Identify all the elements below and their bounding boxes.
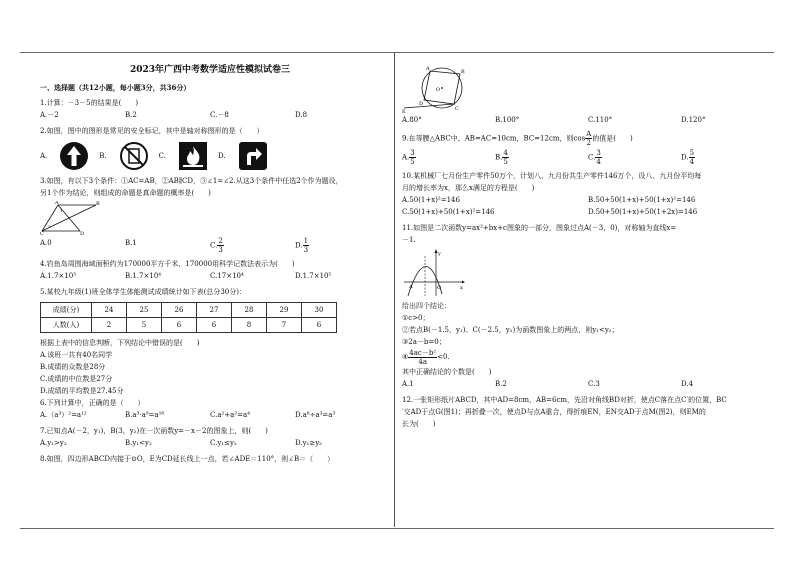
q3-fig-label-2: 2: [48, 224, 51, 229]
q9-option-d: D. $\frac{5}{4}$: [681, 149, 695, 166]
q3-option-c: C. $\frac{2}{3}$: [210, 237, 223, 254]
q3-fig-label-d: D: [80, 231, 85, 235]
q8-option-c: C.110°: [588, 116, 613, 124]
q6-option-c: C.a²+a²=a⁴: [210, 411, 251, 419]
q10-line2: 月的增长率为x，那么x满足的方程是( ): [402, 184, 535, 192]
q12-line2: ′交AD于点G(图1)；再折叠一次，使点D与点A重合，得折痕EN，EN交AD于点M(图2)，则EM的: [402, 408, 706, 416]
q8-option-d: D.120°: [681, 116, 706, 124]
q1-option-b: B.2: [125, 111, 137, 119]
q11-option-b: B.2: [495, 380, 507, 388]
q7-option-c: C.y₁≤y₂: [210, 439, 237, 447]
q5-option-b: B.成绩的众数是28分: [40, 363, 106, 371]
column-divider: [394, 52, 395, 527]
right-column: [402, 62, 774, 430]
q11-fig-label-x: x: [460, 285, 463, 291]
q5-after: 根据上表中的信息判断，下列结论中错误的是( ): [40, 339, 200, 347]
q11-fig-label-y: y: [438, 251, 441, 257]
q11-conclusion-4: ④ $\frac{\text{4ac－b²}}{4a}$ <0.: [402, 348, 450, 366]
q11-option-d: D.4: [681, 380, 694, 388]
q5-score-table: [40, 302, 337, 333]
q1-option-d: D.8: [295, 111, 308, 119]
q3-fig-label-1: 1: [60, 208, 63, 213]
q3-line2: 另1个作为结论，则组成的命题是真命题的概率是( ): [40, 189, 211, 197]
q2-stem: 2.如图，图中的图形是常见的安全标记，其中是轴对称图形的是（ ）: [40, 127, 264, 135]
q12-line1: 12.一张矩形纸片ABCD，其中AD=8cm，AB=6cm，先沿对角线BD对折，使点C落在点C′的位置，BC: [402, 396, 727, 404]
q6-option-b: B.a³·a⁹=a¹⁸: [125, 411, 165, 419]
q8-fig-label-b: B: [461, 69, 465, 75]
q7-stem: 7.已知点A(－2，y₁)，B(3，y₂)在一次函数y=－x－2的图象上，则( ): [40, 427, 268, 435]
q3-fig-label-a: A: [55, 201, 59, 206]
q2-label-d: D.: [218, 152, 226, 160]
q11-correct-count: 其中正确结论的个数是( ): [402, 368, 492, 376]
q6-options: [40, 409, 380, 421]
exam-title: 2023年广西中考数学适应性模拟试卷三: [129, 65, 291, 75]
q4-options: [40, 270, 380, 282]
q6-option-d: D.a⁶÷a³=a³: [295, 411, 336, 419]
q10-options-row1: [402, 194, 774, 206]
q3-figure: [40, 201, 100, 235]
q2-label-a: A.: [40, 152, 48, 160]
q10-option-d: D.50+50(1+x)+50(1+2x)=146: [588, 208, 698, 216]
q8-option-a: A.80°: [402, 116, 422, 124]
q9-cos-prefix: cos: [573, 134, 586, 143]
q1-options: [40, 109, 380, 121]
q11-parabola-figure: [402, 248, 466, 298]
q8-fig-label-a: A: [426, 66, 430, 72]
turn-right-sign-icon: [238, 141, 268, 171]
no-phone-sign-icon: [119, 141, 149, 171]
q3-option-d: D. $\frac{1}{3}$: [295, 237, 309, 254]
q11-line1: 11.如图是二次函数y=ax²+bx+c图象的一部分，图象过点A(－3，0)，对称轴为直线x=: [402, 224, 677, 232]
q11-option-a: A.1: [402, 380, 414, 388]
q8-figure: [402, 62, 474, 114]
q4-stem: 4.钓鱼岛周围海域面积约为170000平方千米，170000用科学记数法表示为( ): [40, 260, 295, 268]
q8-fig-label-o: O: [436, 87, 441, 93]
q3-fig-label-c: C: [40, 231, 44, 235]
q3-option-b: B.1: [125, 239, 137, 247]
q6-option-a: A.（a³）²=a¹²: [40, 411, 87, 419]
q9-stem: 9.在等腰△ABC中，AB=AC=10cm，BC=12cm，则cos $\frac{A}{2}$ 的值是( ): [402, 130, 633, 147]
q9-options: [402, 149, 774, 166]
q7-option-b: B.y₁<y₂: [125, 439, 152, 447]
table-row: 人数(人) 2 5 6 6 8 7 6: [41, 318, 337, 333]
q4-option-c: C.17×10⁴: [210, 272, 244, 280]
q2-label-b: B.: [99, 152, 107, 160]
q5-stem: 5.某校九年级(1)班全体学生体能测试成绩统计如下表(总分30分)：: [40, 288, 246, 296]
q2-figures: [40, 141, 380, 171]
up-arrow-sign-icon: [59, 141, 89, 171]
q10-option-b: B.50+50(1+x)+50(1+x)²=146: [588, 196, 696, 204]
q10-option-c: C.50(1+x)+50(1+x)²=146: [402, 208, 495, 216]
q1-option-c: C.－8: [210, 111, 229, 119]
q5-option-d: D.成绩的平均数是27.45分: [40, 387, 124, 395]
q11-conclusion-1: ①c>0；: [402, 314, 430, 322]
q11-fig-label-o: O: [437, 285, 442, 291]
q4-option-b: B.1.7×10⁴: [125, 272, 162, 280]
q3-options: [40, 237, 380, 254]
q8-option-b: B.100°: [495, 116, 520, 124]
q8-fig-label-e: E: [402, 109, 406, 114]
q9-option-b: B. $\frac{4}{5}$: [495, 149, 508, 166]
q3-fig-label-b: B: [96, 201, 100, 207]
q9-option-c: C. $\frac{3}{4}$: [588, 149, 601, 166]
table-row: 成绩(分) 24 25 26 27 28 29 30: [41, 303, 337, 318]
q1-stem: 1.计算：－3－5的结果是( ): [40, 99, 139, 107]
q11-options: [402, 378, 774, 390]
q12-line3: 长为( ): [402, 420, 436, 428]
q5-option-a: A.该班一共有40名同学: [40, 351, 113, 359]
q7-options: [40, 437, 380, 449]
q7-option-d: D.y₁≥y₂: [295, 439, 322, 447]
q11-line2: －1.: [402, 236, 416, 244]
q3-option-a: A.0: [40, 239, 52, 247]
q6-stem: 6.下列计算中，正确的是（ ）: [40, 399, 145, 407]
fire-sign-icon: [178, 141, 208, 171]
q8-fig-label-c: C: [455, 106, 459, 112]
left-column: [40, 62, 380, 465]
q1-option-a: A.－2: [40, 111, 59, 119]
q8-stem: 8.如图，四边形ABCD内接于⊙O，E为CD延长线上一点，若∠ADE＝110°，则∠B＝（ ）: [40, 455, 335, 463]
q10-option-a: A.50(1+x)²=146: [402, 196, 460, 204]
q8-options: [402, 114, 774, 126]
q11-fig-label-a: A: [409, 284, 413, 290]
q11-given: 给出四个结论：: [402, 302, 451, 310]
section-heading: 一、选择题（共12小题，每小题3分，共36分）: [40, 83, 191, 92]
q10-line1: 10.某机械厂七月份生产零件50万个，计划八、九月份共生产零件146万个，设八、九月份平均每: [402, 172, 702, 180]
q11-option-c: C.3: [588, 380, 600, 388]
q8-fig-label-d: D: [419, 101, 424, 107]
q2-label-c: C.: [158, 152, 166, 160]
q7-option-a: A.y₁>y₂: [40, 439, 67, 447]
q3-line1: 3.如图，有以下3个条件：①AC=AB，②AB∥CD，③∠1=∠2.从这3个条件中任选2个作为题设，: [40, 177, 343, 185]
q4-option-a: A.1.7×10³: [40, 272, 76, 280]
q5-option-c: C.成绩的中位数是27分: [40, 375, 113, 383]
q11-conclusion-2: ②若点B(－1.5，y₁)、C(－2.5，y₂)为函数图象上的两点，则y₁<y₂；: [402, 326, 619, 334]
q9-option-a: A. $\frac{3}{5}$: [402, 149, 415, 166]
q11-conclusion-3: ③2a－b=0；: [402, 338, 446, 346]
q4-option-d: D.1.7×10⁵: [295, 272, 332, 280]
q10-options-row2: [402, 206, 774, 218]
